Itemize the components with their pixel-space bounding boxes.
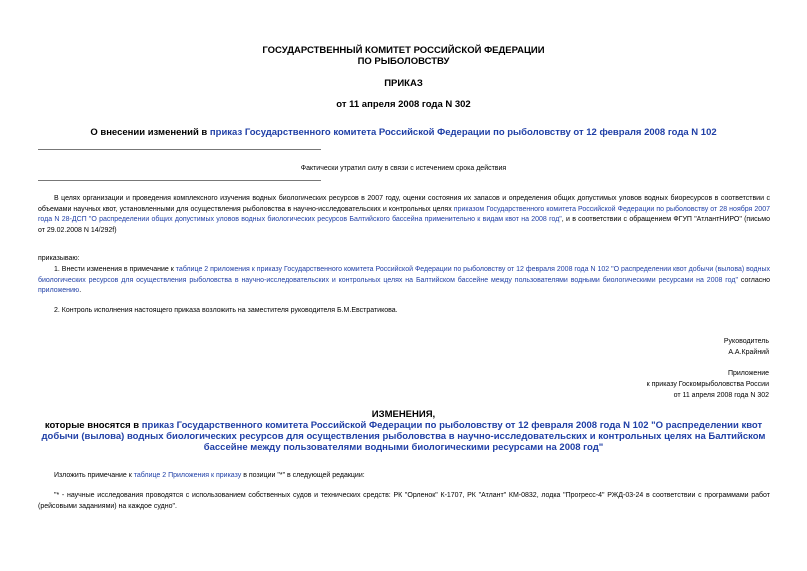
divider-top	[38, 149, 321, 150]
title-prefix: О внесении изменений в	[90, 127, 210, 138]
changes-link[interactable]: приказ Государственного комитета Российской Федерации по рыболовству от 12 февраля 2008 года N 102 "О распределении квот добычи (вылова) водных биологических ресурсов для осуществления рыболовства в научно-исследовательских и контрольных целях на Балтийском бассейне между пользователями водными биологическими ресурсами на 2008 год"	[41, 420, 766, 453]
item-1-text-mid: согласно	[737, 276, 770, 284]
appendix-order-date: от 11 апреля 2008 года N 302	[673, 392, 769, 399]
appendix-label: Приложение	[727, 370, 769, 377]
instruction-text-end: в позиции "*" в следующей редакции:	[241, 472, 365, 479]
changes-intro: которые вносятся в	[44, 420, 142, 431]
preamble-paragraph	[38, 194, 770, 236]
title-link[interactable]: приказ Государственного комитета Российской Федерации по рыболовству от 12 февраля 2008 года N 102	[209, 127, 717, 138]
divider-bottom	[38, 180, 321, 181]
item-2-paragraph	[38, 306, 770, 317]
item-1-text-end: .	[79, 287, 82, 295]
status-note: Фактически утратил силу в связи с истечением срока действия	[300, 165, 507, 172]
changes-heading: ИЗМЕНЕНИЯ,	[371, 409, 436, 420]
changes-subheading	[38, 420, 769, 453]
footnote-paragraph	[38, 491, 770, 512]
item-1-text: 1. Внести изменения в примечание к	[54, 266, 176, 273]
instruction-text: Изложить примечание к	[54, 472, 134, 479]
signature-position: Руководитель	[723, 338, 769, 345]
preamble-link[interactable]: приказом Государственного комитета Российской Федерации по рыболовству от 28 ноября 2007 года N 28-ДСП "О распределении общих допустимых уловов водных биологических ресурсов Балтийского бассейна применительно к видам квот на 2008 год"	[38, 205, 770, 224]
item-1-link[interactable]: таблице 2 приложения к приказу Государственного комитета Российской Федерации по рыболовству от 12 февраля 2008 года N 102 "О распределении квот добычи (вылова) водных биологических ресурсов для осуществления рыболовства в научно-исследовательских и контрольных целях на Балтийском бассейне между пользователями водными биологическими ресурсами на 2008 год"	[38, 266, 770, 284]
instruction-paragraph	[38, 471, 770, 482]
order-word: приказываю:	[38, 255, 80, 262]
doc-type: ПРИКАЗ	[384, 78, 423, 89]
doc-date: от 11 апреля 2008 года N 302	[336, 99, 471, 110]
item-2-text: 2. Контроль исполнения настоящего приказа возложить на заместителя руководителя Б.М.Евстратикова.	[54, 307, 398, 314]
instruction-link[interactable]: таблице 2 Приложения к приказу	[133, 472, 242, 479]
signature-name: А.А.Крайний	[728, 349, 769, 356]
item-1-paragraph	[38, 265, 770, 297]
footnote-text: "* - научные исследования проводятся с использованием собственных судов и технических средств: РК "Орленок" К-1707, РК "Атлант" КМ-0832, лодка "Прогресс-4" РЖД-03-24 в соответствии с программами работ (рейсовыми заданиями) на каждое судно".	[38, 492, 770, 510]
item-1-appendix-link[interactable]: приложению	[38, 287, 80, 295]
preamble-text-end: , и в соответствии с обращением ФГУП "АтлантНИРО" (письмо от 29.02.2008 N 14/292f)	[38, 216, 770, 234]
doc-title	[0, 127, 807, 138]
preamble-text: В целях организации и проведения комплексного изучения водных биологических ресурсов в 2007 году, оценки состояния их запасов и определения общих допустимых уловов водных биоресурсов в соответствии с объемами научных квот, установленными для осуществления рыболовства в научно-исследовательских и контрольных целях	[38, 195, 770, 213]
committee-name-line2: ПО РЫБОЛОВСТВУ	[357, 56, 450, 67]
committee-name-line1: ГОСУДАРСТВЕННЫЙ КОМИТЕТ РОССИЙСКОЙ ФЕДЕРАЦИИ	[262, 45, 545, 56]
appendix-order-ref: к приказу Госкомрыболовства России	[646, 381, 769, 388]
